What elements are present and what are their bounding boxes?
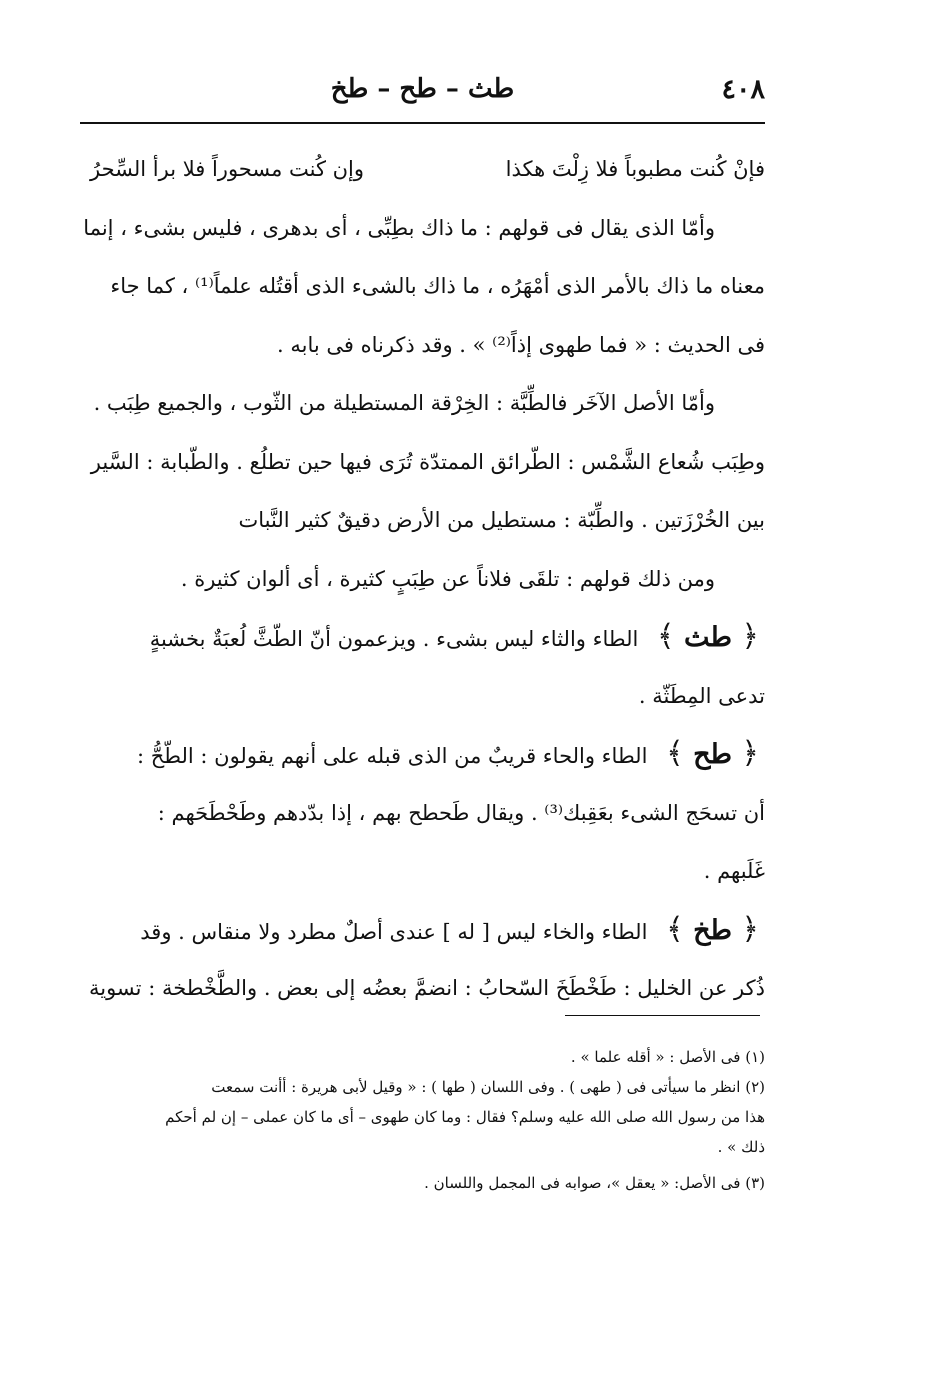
page-number: ٤٠٨ bbox=[721, 74, 765, 105]
entry-heading: ﴿ طح ﴾ bbox=[666, 736, 759, 771]
paragraph-line: وأمّا الذى يقال فى قولهم : ما ذاك بطِبِّى ، أى بدهرى ، فليس بشىء ، إنما bbox=[83, 215, 715, 240]
paragraph-line: وأمّا الأصل الآخَر فالطِّبَّة : الخِرْقة المستطيلة من الثّوب ، والجميع طِبَب . bbox=[93, 391, 715, 415]
entry-heading: ﴿ طث ﴾ bbox=[657, 619, 759, 654]
entry-text: تدعى المِطَثّة . bbox=[638, 683, 765, 708]
paragraph-line: معناه ما ذاك بالأمر الذى أمْهَرُه ، ما ذاك بالشىء الذى أقتُله علماً⁽¹⁾ ، كما جاء bbox=[110, 274, 765, 298]
footnote: هذا من رسول الله صلى الله عليه وسلم؟ فقال : وما كان طهوى – أى ما كان عملى – إن لم أحكم bbox=[165, 1108, 765, 1126]
header-rule bbox=[80, 122, 765, 124]
entry-text: الطاء والحاء قريبٌ من الذى قبله على أنهم يقولون : الطّحُّ : bbox=[136, 744, 648, 768]
footnote-rule bbox=[565, 1015, 760, 1016]
paragraph-line: بين الخُرْزَتين . والطِّبّة : مستطيل من الأرض دقيقٌ كثير النَّبات bbox=[238, 508, 765, 532]
running-title: طث – طح – طخ bbox=[330, 74, 515, 104]
footnote: (٢) انظر ما سيأتى فى ( طهى ) . وفى اللسان ( طها ) : « وقيل لأبى هريرة : أأنت سمعت bbox=[211, 1078, 765, 1096]
entry-takh bbox=[80, 901, 765, 1018]
verse-hemistich-2: وإن كُنت مسحوراً فلا برأ السِّحرُ bbox=[90, 157, 365, 181]
entry-text: ذُكر عن الخليل : طَخْطَخَ السّحابُ : انضمَّ بعضُه إلى بعض . والطَّخْطخة : تسوية bbox=[88, 976, 765, 1000]
verse-hemistich-1: فإنْ كُنت مطبوباً فلا زِلْتَ هكذا bbox=[505, 157, 765, 181]
page-header bbox=[80, 70, 765, 116]
footnote: (١) فى الأصل : « أقله علما » . bbox=[570, 1048, 765, 1066]
footnote: (٣) فى الأصل: « يعقل »، صوابه فى المجمل واللسان . bbox=[424, 1174, 765, 1192]
entry-heading: ﴿ طخ ﴾ bbox=[666, 911, 759, 947]
main-text bbox=[80, 140, 765, 1018]
entry-text: أن تسحَج الشىء بعَقِبك⁽³⁾ . ويقال طَحطح بهم ، إذا بدّدهم وطَحْطَحَهم : bbox=[157, 800, 765, 825]
entry-text: الطاء والثاء ليس بشىء . ويزعمون أنّ الطّثَّ لُعبَةٌ بخشبةٍ bbox=[149, 627, 639, 651]
poetry-verse bbox=[80, 140, 765, 199]
paragraph-line: وطِبَب شُعاع الشَّمْس : الطّرائق الممتدّة تُرَى فيها حين تطلُع . والطّبابة : السَّير bbox=[90, 449, 765, 474]
entry-tah bbox=[80, 725, 765, 901]
footnotes bbox=[80, 1042, 765, 1198]
footnote: ذلك » . bbox=[717, 1138, 765, 1156]
entry-tath bbox=[80, 608, 765, 725]
paragraph-line: فى الحديث : « فما طهوى إذاً⁽²⁾ » . وقد ذكرناه فى بابه . bbox=[276, 332, 765, 357]
paragraph-line: ومن ذلك قولهم : تلقَى فلاناً عن طِبَبٍ كثيرة ، أى ألوان كثيرة . bbox=[180, 566, 715, 591]
entry-text: غَلَبهم . bbox=[703, 859, 765, 883]
entry-text: الطاء والخاء ليس [ له ] عندى أصلٌ مطرد ولا منقاس . وقد bbox=[140, 919, 648, 944]
